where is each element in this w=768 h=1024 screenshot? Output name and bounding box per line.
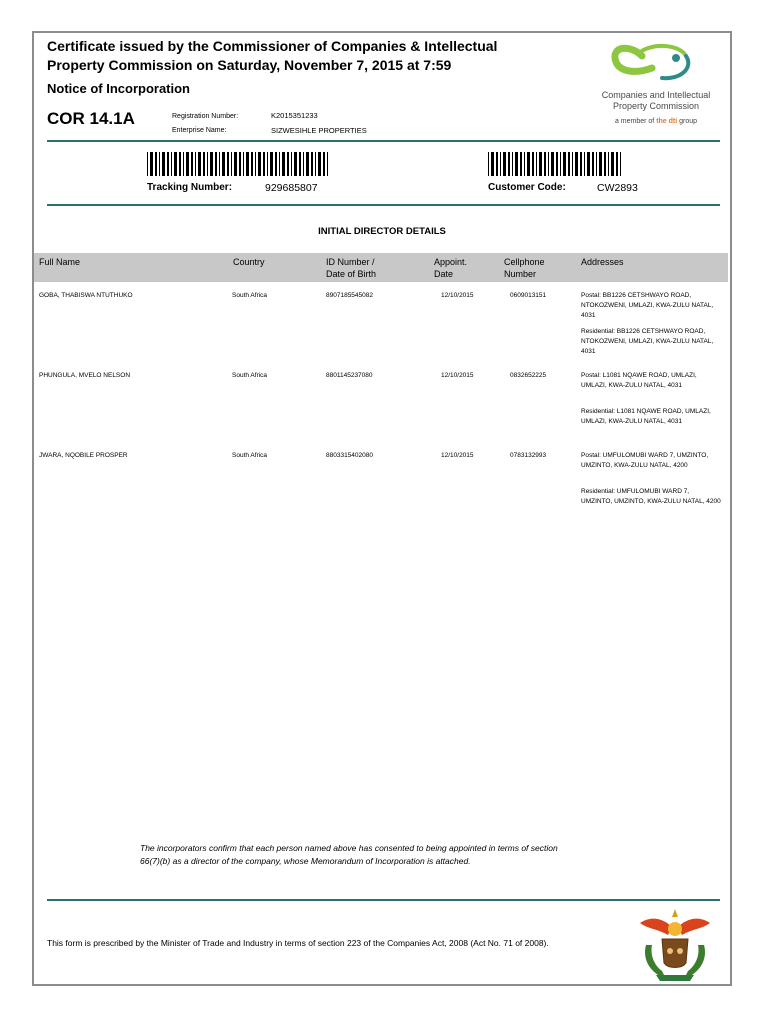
barcode-bar: [536, 152, 537, 176]
dti-brand: the dti: [656, 118, 678, 125]
barcode-bar: [267, 152, 268, 176]
barcode-bar: [611, 152, 614, 176]
barcode-bar: [580, 152, 582, 176]
director-3-country: South Africa: [232, 452, 268, 459]
column-id-number: [326, 256, 376, 280]
title-line-2: Property Commission on Saturday, November 7, 2015 at 7:59: [47, 57, 452, 73]
barcode-bar: [500, 152, 501, 176]
barcode-bar: [620, 152, 621, 176]
column-id-line-1: ID Number /: [326, 257, 375, 267]
barcode-bar: [183, 152, 184, 176]
member-suffix: group: [677, 118, 698, 125]
director-1-postal: Postal: BB1226 CETSHWAYO ROAD, NTOKOZWENI, UMLAZI, KWA-ZULU NATAL, 4031: [581, 292, 714, 319]
barcode-bar: [150, 152, 153, 176]
barcode-bar: [282, 152, 285, 176]
barcode-bar: [303, 152, 304, 176]
customer-barcode: [488, 152, 622, 176]
barcode-bar: [191, 152, 193, 176]
barcode-bar: [291, 152, 292, 176]
header-divider: [47, 140, 720, 142]
column-appoint-line-2: Date: [434, 269, 454, 279]
section-title: INITIAL DIRECTOR DETAILS: [318, 226, 446, 237]
director-1-date: 12/10/2015: [441, 292, 474, 299]
barcode-bar: [198, 152, 201, 176]
barcode-bar: [171, 152, 172, 176]
barcode-bar: [608, 152, 609, 176]
cipc-name: [590, 90, 722, 112]
registration-number-label: Registration Number:: [172, 113, 239, 120]
column-id-line-2: Date of Birth: [326, 269, 377, 279]
barcode-bar: [246, 152, 249, 176]
registration-number-value: K2015351233: [271, 111, 318, 120]
barcode-bar: [210, 152, 213, 176]
director-3-name: JWARA, NQOBILE PROSPER: [39, 452, 128, 459]
director-3-cell: 0783132993: [510, 452, 547, 459]
cipc-name-line-1: Companies and Intellectual: [601, 90, 711, 100]
director-3-id: 8803315402080: [326, 452, 373, 459]
barcode-bar: [294, 152, 297, 176]
barcode-bar: [155, 152, 157, 176]
barcode-bar: [318, 152, 321, 176]
barcode-bar: [299, 152, 301, 176]
barcode-bar: [159, 152, 160, 176]
director-2-name: PHUNGULA, MVELO NELSON: [39, 372, 131, 379]
dti-member-tagline: [590, 118, 722, 125]
barcode-bar: [315, 152, 316, 176]
barcode-bar: [491, 152, 494, 176]
column-appoint-date: [434, 256, 467, 280]
barcode-bar: [251, 152, 253, 176]
column-addresses: Addresses: [581, 257, 624, 267]
barcode-bar: [556, 152, 558, 176]
director-2-postal: Postal: L1081 NQAWE ROAD, UMLAZI, UMLAZI, KWA-ZULU NATAL, 4031: [581, 372, 697, 389]
tracking-divider: [47, 204, 720, 206]
barcode-bar: [306, 152, 309, 176]
barcode-bar: [222, 152, 225, 176]
barcode-bar: [162, 152, 165, 176]
title-line-1: Certificate issued by the Commissioner of Companies & Intellectual: [47, 38, 498, 54]
tracking-number-value: 929685807: [265, 182, 318, 194]
barcode-bar: [568, 152, 570, 176]
barcode-bar: [551, 152, 554, 176]
barcode-bar: [548, 152, 549, 176]
barcode-bar: [575, 152, 578, 176]
barcode-bar: [527, 152, 530, 176]
barcode-bar: [263, 152, 265, 176]
barcode-bar: [604, 152, 606, 176]
barcode-bar: [258, 152, 261, 176]
barcode-bar: [596, 152, 597, 176]
form-code: COR 14.1A: [47, 109, 135, 128]
barcode-bar: [572, 152, 573, 176]
barcode-bar: [512, 152, 513, 176]
barcode-bar: [599, 152, 602, 176]
barcode-bar: [203, 152, 205, 176]
barcode-bar: [167, 152, 169, 176]
barcode-bar: [279, 152, 280, 176]
customer-code-value: CW2893: [597, 182, 638, 194]
cipc-name-line-2: Property Commission: [612, 101, 700, 111]
director-3-date: 12/10/2015: [441, 452, 474, 459]
barcode-bar: [515, 152, 518, 176]
barcode-bar: [179, 152, 181, 176]
director-2-residential: Residential: L1081 NQAWE ROAD, UMLAZI, UMLAZI, KWA-ZULU NATAL, 4031: [581, 408, 711, 425]
barcode-bar: [584, 152, 585, 176]
barcode-bar: [508, 152, 510, 176]
barcode-bar: [186, 152, 189, 176]
barcode-bar: [255, 152, 256, 176]
director-2-date: 12/10/2015: [441, 372, 474, 379]
barcode-bar: [174, 152, 177, 176]
director-1-country: South Africa: [232, 292, 268, 299]
barcode-bar: [234, 152, 237, 176]
barcode-bar: [563, 152, 566, 176]
enterprise-name-label: Enterprise Name:: [172, 127, 227, 134]
director-consent-note: The incorporators confirm that each person named above has consented to being appointed in terms of section 66(7)(b) as a director of the company, whose Memorandum of Incorporation is attached.: [140, 843, 558, 866]
barcode-bar: [219, 152, 220, 176]
column-full-name: Full Name: [39, 257, 81, 267]
barcode-bar: [587, 152, 590, 176]
barcode-bar: [231, 152, 232, 176]
column-appoint-line-1: Appoint.: [434, 257, 468, 267]
member-prefix: a member of: [614, 118, 657, 125]
director-2-id: 8801145237080: [326, 372, 373, 379]
barcode-bar: [539, 152, 542, 176]
barcode-bar: [147, 152, 148, 176]
barcode-bar: [207, 152, 208, 176]
registration-labels: [172, 110, 238, 138]
column-cellphone: [504, 256, 545, 280]
barcode-bar: [327, 152, 328, 176]
barcode-bar: [488, 152, 489, 176]
director-1-id: 8907185545082: [326, 292, 373, 299]
barcode-bar: [520, 152, 522, 176]
tracking-number-label: Tracking Number:: [147, 182, 233, 193]
director-1-residential: Residential: BB1226 CETSHWAYO ROAD, NTOKOZWENI, UMLAZI, KWA-ZULU NATAL, 4031: [581, 328, 714, 355]
registration-values: [271, 108, 367, 138]
barcode-bar: [560, 152, 561, 176]
barcode-bar: [503, 152, 506, 176]
barcode-bar: [311, 152, 313, 176]
barcode-bar: [532, 152, 534, 176]
barcode-bar: [287, 152, 289, 176]
director-2-country: South Africa: [232, 372, 268, 379]
column-cell-line-1: Cellphone: [504, 257, 545, 267]
barcode-bar: [323, 152, 325, 176]
legal-footer: This form is prescribed by the Minister of Trade and Industry in terms of section 223 of the Companies Act, 2008 (Act No. 71 of 2008).: [47, 938, 549, 948]
barcode-bar: [243, 152, 244, 176]
column-country: Country: [233, 257, 265, 267]
barcode-bar: [592, 152, 594, 176]
barcode-bar: [239, 152, 241, 176]
barcode-bar: [275, 152, 277, 176]
barcode-bar: [215, 152, 217, 176]
customer-code-label: Customer Code:: [488, 182, 566, 193]
enterprise-name-value: SIZWESIHLE PROPERTIES: [271, 126, 367, 135]
director-3-postal: Postal: UMFULOMUBI WARD 7, UMZINTO, UMZINTO, KWA-ZULU NATAL, 4200: [581, 452, 709, 469]
barcode-bar: [195, 152, 196, 176]
barcode-bar: [227, 152, 229, 176]
barcode-bar: [544, 152, 546, 176]
column-cell-line-2: Number: [504, 269, 537, 279]
director-2-cell: 0832652225: [510, 372, 547, 379]
notice-heading: Notice of Incorporation: [47, 81, 190, 96]
barcode-bar: [616, 152, 618, 176]
certificate-title: [47, 37, 547, 75]
barcode-bar: [496, 152, 498, 176]
footer-divider: [47, 899, 720, 901]
director-3-residential: Residential: UMFULOMUBI WARD 7, UMZINTO, UMZINTO, KWA-ZULU NATAL, 4200: [581, 488, 721, 505]
tracking-barcode: [147, 152, 332, 176]
barcode-bar: [270, 152, 273, 176]
coat-of-arms-icon: [632, 905, 718, 983]
barcode-bar: [524, 152, 525, 176]
director-1-cell: 0609013151: [510, 292, 547, 299]
director-1-name: GOBA, THABISWA NTUTHUKO: [39, 292, 133, 299]
